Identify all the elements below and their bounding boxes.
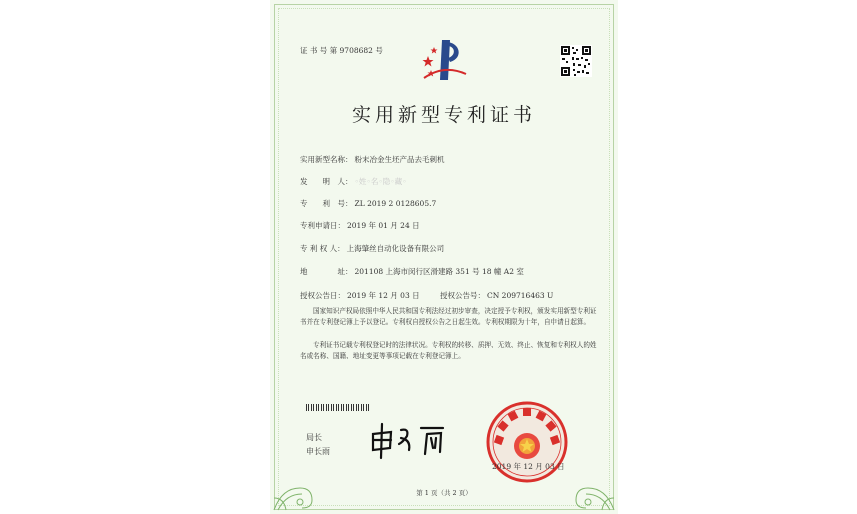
director-signature	[365, 420, 455, 460]
director-name: 申长雨	[306, 447, 330, 456]
field-label: 授权公告日：	[300, 291, 345, 300]
field-value: 2019 年 12 月 03 日	[347, 291, 420, 300]
field-patentee	[300, 243, 444, 254]
field-label: 地 址：	[300, 267, 353, 276]
field-value: 上海肇丝自动化设备有限公司	[346, 244, 445, 253]
field-value: 粉末冶金生坯产品去毛刺机	[354, 155, 445, 164]
field-value: 201108 上海市闵行区滑建路 351 号 18 幢 A2 室	[354, 267, 524, 276]
certificate-title: 实用新型专利证书	[351, 104, 536, 126]
field-grant-date	[300, 290, 420, 301]
page-number: 第 1 页（共 2 页）	[416, 489, 472, 497]
seal-date: 2019 年 12 月 03 日	[492, 462, 565, 471]
director-title: 局长	[306, 433, 322, 442]
field-label: 授权公告号：	[440, 291, 485, 300]
field-label: 专 利 号：	[300, 199, 353, 208]
field-label: 专 利 权 人：	[300, 244, 345, 253]
corner-ornament-left	[272, 458, 326, 512]
legal-status-paragraph: 专利证书记载专利权登记时的法律状况。专利权的转移、质押、无效、终止、恢复和专利权人的姓名或名称、国籍、地址变更等事项记载在专利登记簿上。	[300, 341, 597, 360]
field-label: 实用新型名称：	[300, 155, 353, 164]
field-inventor	[300, 176, 407, 187]
field-patent-number	[300, 198, 436, 209]
grant-statement-paragraph: 国家知识产权局依照中华人民共和国专利法经过初步审查，决定授予专利权，颁发实用新型专利证书并在专利登记簿上予以登记。专利权自授权公告之日起生效。专利权期限为十年，自申请日起算。	[300, 307, 597, 326]
field-label: 发 明 人：	[300, 177, 353, 186]
field-value: ◦姓◦名◦隐◦藏◦	[354, 177, 407, 186]
field-value: CN 209716463 U	[487, 291, 554, 300]
field-value: 2019 年 01 月 24 日	[347, 221, 420, 230]
field-value: ZL 2019 2 0128605.7	[354, 199, 437, 208]
certificate-number: 证 书 号 第 9708682 号	[300, 46, 383, 55]
barcode-icon	[306, 404, 370, 411]
field-label: 专利申请日：	[300, 221, 345, 230]
field-grant-publication-number	[440, 290, 553, 301]
cnipa-logo-icon	[420, 34, 470, 84]
qr-code-icon	[560, 45, 592, 77]
field-application-date	[300, 220, 420, 231]
field-utility-model-name	[300, 154, 445, 165]
field-address	[300, 266, 524, 277]
corner-ornament-right	[562, 458, 616, 512]
certificate-page	[270, 0, 618, 514]
